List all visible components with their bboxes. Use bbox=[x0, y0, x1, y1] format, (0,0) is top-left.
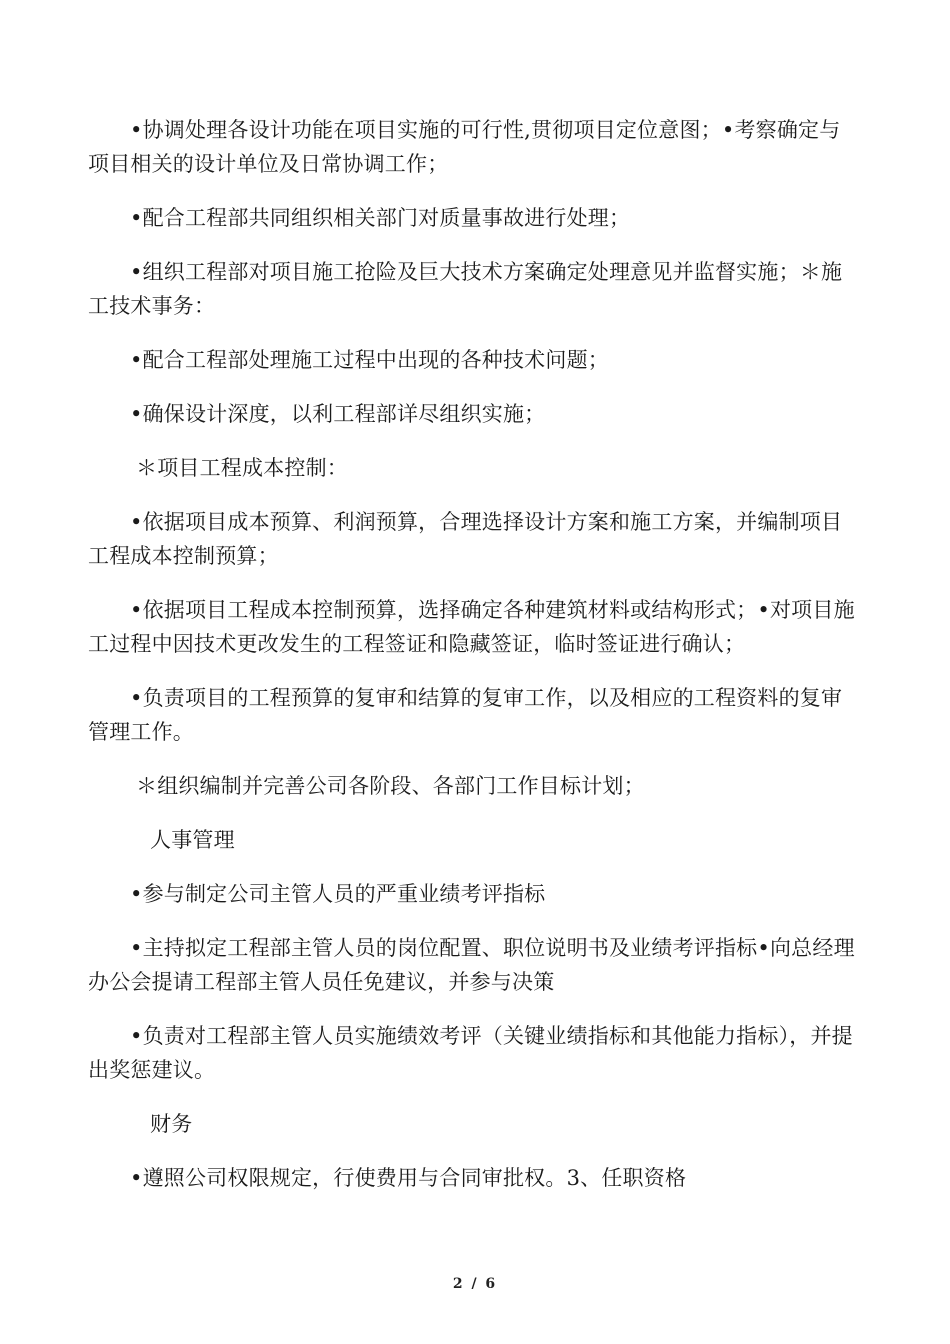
paragraph-staff-configuration: •主持拟定工程部主管人员的岗位配置、职位说明书及业绩考评指标•向总经理办公会提请工程部主管人员任免建议，并参与决策 bbox=[88, 936, 855, 994]
paragraph-material-selection: •依据项目工程成本控制预算，选择确定各种建筑材料或结构形式；•对项目施工过程中因技术更改发生的工程签证和隐藏签证，临时签证进行确认； bbox=[88, 598, 855, 656]
paragraph-budget-review: •负责项目的工程预算的复审和结算的复审工作，以及相应的工程资料的复审管理工作。 bbox=[88, 686, 843, 744]
paragraph-performance-evaluation: •负责对工程部主管人员实施绩效考评（关键业绩指标和其他能力指标），并提出奖惩建议。 bbox=[88, 1024, 853, 1082]
section-heading-finance: 财务 bbox=[150, 1112, 193, 1136]
paragraph-performance-indicators: •参与制定公司主管人员的严重业绩考评指标 bbox=[130, 882, 546, 906]
paragraph-design-depth: •确保设计深度，以利工程部详尽组织实施； bbox=[130, 402, 546, 426]
paragraph-design-coordination: •协调处理各设计功能在项目实施的可行性,贯彻项目定位意图；•考察确定与项目相关的设计单位及日常协调工作； bbox=[88, 118, 841, 176]
page-number: 2 / 6 bbox=[452, 1276, 498, 1292]
document-body bbox=[88, 113, 860, 1215]
paragraph-cost-control-heading: ＊项目工程成本控制： bbox=[136, 456, 348, 480]
section-heading-personnel: 人事管理 bbox=[150, 828, 235, 852]
paragraph-quality-accident: •配合工程部共同组织相关部门对质量事故进行处理； bbox=[130, 206, 631, 230]
paragraph-work-plan: ＊组织编制并完善公司各阶段、各部门工作目标计划； bbox=[136, 774, 645, 798]
paragraph-construction-emergency: •组织工程部对项目施工抢险及巨大技术方案确定处理意见并监督实施；＊施工技术事务： bbox=[88, 260, 843, 318]
paragraph-approval-authority: •遵照公司权限规定，行使费用与合同审批权。3、任职资格 bbox=[130, 1166, 687, 1190]
paragraph-technical-problems: •配合工程部处理施工过程中出现的各种技术问题； bbox=[130, 348, 609, 372]
paragraph-cost-budget: •依据项目成本预算、利润预算，合理选择设计方案和施工方案，并编制项目工程成本控制预算； bbox=[88, 510, 843, 568]
